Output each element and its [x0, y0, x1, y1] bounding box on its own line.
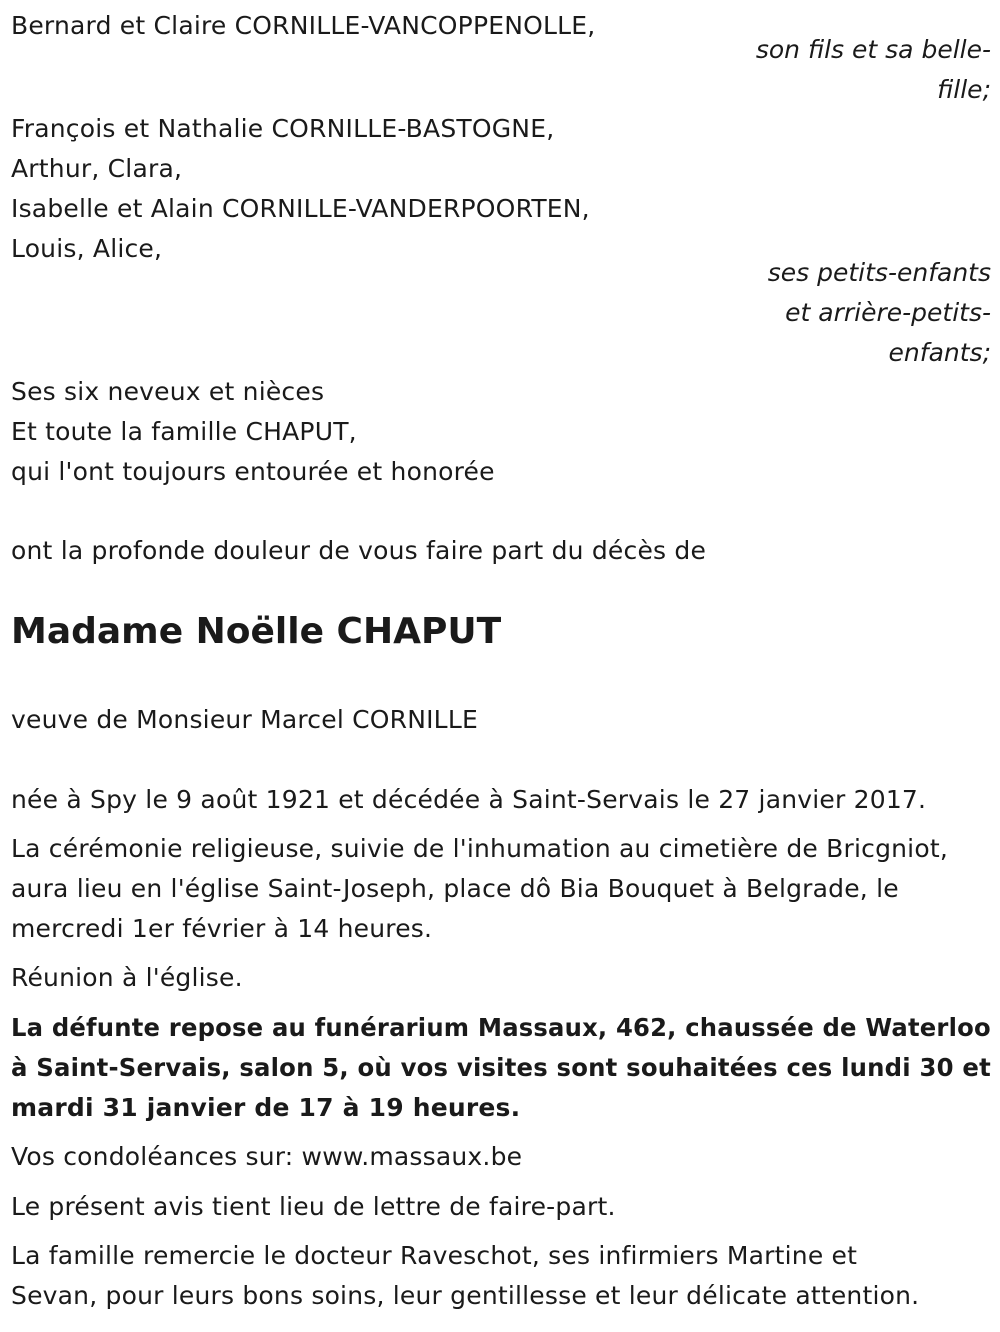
role-grandchildren-line-1: ses petits-enfants: [767, 258, 991, 287]
thanks-line-2: Sevan, pour leurs bons soins, leur gentillesse et leur délicate attention.: [11, 1281, 920, 1310]
family-line-greatgrandchildren-1: Arthur, Clara,: [11, 154, 183, 183]
family-line-honored: qui l'ont toujours entourée et honorée: [11, 457, 495, 486]
announcement-text: ont la profonde douleur de vous faire part du décès de: [11, 536, 707, 565]
family-line-chaput: Et toute la famille CHAPUT,: [11, 417, 357, 446]
family-line-son: Bernard et Claire CORNILLE-VANCOPPENOLLE,: [11, 11, 596, 40]
funerarium-line-2: à Saint-Servais, salon 5, où vos visites sont souhaitées ces lundi 30 et: [11, 1053, 991, 1082]
ceremony-line-1: La cérémonie religieuse, suivie de l'inhumation au cimetière de Bricgniot,: [11, 834, 948, 863]
reunion-text: Réunion à l'église.: [11, 963, 243, 992]
role-grandchildren-line-3: enfants;: [888, 338, 991, 367]
role-son-line-2: fille;: [937, 75, 991, 104]
deceased-name: Madame Noëlle CHAPUT: [11, 611, 502, 652]
family-line-grandchild-1: François et Nathalie CORNILLE-BASTOGNE,: [11, 114, 555, 143]
thanks-line-1: La famille remercie le docteur Raveschot, ses infirmiers Martine et: [11, 1241, 858, 1270]
birth-death-text: née à Spy le 9 août 1921 et décédée à Saint-Servais le 27 janvier 2017.: [11, 785, 927, 814]
notice-text: Le présent avis tient lieu de lettre de faire-part.: [11, 1192, 616, 1221]
role-grandchildren-line-2: et arrière-petits-: [785, 298, 991, 327]
funerarium-line-3: mardi 31 janvier de 17 à 19 heures.: [11, 1093, 521, 1122]
ceremony-line-3: mercredi 1er février à 14 heures.: [11, 914, 433, 943]
family-line-grandchild-2: Isabelle et Alain CORNILLE-VANDERPOORTEN,: [11, 194, 590, 223]
widow-of-text: veuve de Monsieur Marcel CORNILLE: [11, 705, 478, 734]
role-son-line-1: son fils et sa belle-: [755, 35, 991, 64]
condolences-text: Vos condoléances sur: www.massaux.be: [11, 1142, 523, 1171]
family-line-greatgrandchildren-2: Louis, Alice,: [11, 234, 163, 263]
funerarium-line-1: La défunte repose au funérarium Massaux, 462, chaussée de Waterloo: [11, 1013, 991, 1042]
ceremony-line-2: aura lieu en l'église Saint-Joseph, place dô Bia Bouquet à Belgrade, le: [11, 874, 899, 903]
family-line-nephews: Ses six neveux et nièces: [11, 377, 325, 406]
